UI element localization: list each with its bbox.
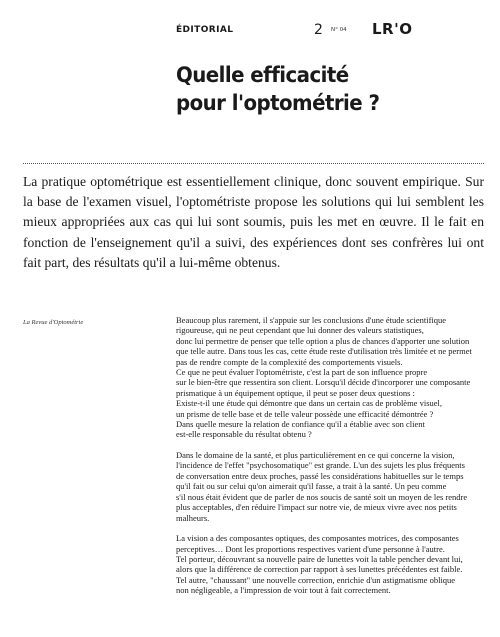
section-label: ÉDITORIAL <box>176 25 234 35</box>
dotted-divider <box>23 163 484 164</box>
body-line: Beaucoup plus rarement, il s'appuie sur les conclusions d'une étude scientifique <box>176 315 447 325</box>
lead-paragraph: La pratique optométrique est essentiellement clinique, donc souvent empirique. Sur la base de l'examen visuel, l'optométriste propose les solutions qui lui semblent les mieux appropriées aux cas qui lui sont soumis, puis les met en œuvre. Il le fait en fonction de l'enseignement qu'il a suivi, des expériences dont ses confrères lui ont fait part, des résultats qu'il a lui-même obtenus. <box>23 174 484 270</box>
body-line: Ce que ne peut évaluer l'optométriste, c'est la part de son influence propre <box>176 367 428 378</box>
title-line-1: Quelle efficacité <box>176 63 349 88</box>
body-line: qu'il fait ou sur celui qu'on aimerait qu'il fasse, a trait à la santé. Un peu comme <box>176 481 447 492</box>
body-line: s'il nous était évident que de parler de nos soucis de santé soit un moyen de les rendre <box>176 491 468 502</box>
source-credit: La Revue d'Optométrie <box>23 319 84 326</box>
body-line: donc lui permettre de penser que telle option a plus de chances d'apporter une solution <box>176 335 470 346</box>
body-line: un prisme de telle base et de telle valeur possède une efficacité démontrée ? <box>176 408 434 419</box>
body-paragraph <box>176 450 488 523</box>
title-line-2: pour l'optométrie ? <box>176 91 380 116</box>
body-line: rigoureuse, qui ne peut cependant que lui donner des valeurs statistiques, <box>176 325 424 336</box>
body-line: malheurs. <box>176 512 210 523</box>
body-paragraph <box>176 315 488 440</box>
issue-number: N° 04 <box>331 27 347 33</box>
page-number: 2 <box>314 22 323 38</box>
body-line: sur le bien-être que ressentira son client. Lorsqu'il décide d'incorporer une composante <box>176 377 471 388</box>
body-line: Dans le domaine de la santé, et plus particulièrement en ce qui concerne la vision, <box>176 450 455 461</box>
body-line: est-elle responsable du résultat obtenu ? <box>176 429 312 440</box>
body-line: Existe-t-il une étude qui démontre que dans un certain cas de problème visuel, <box>176 398 443 409</box>
body-line: que telle autre. Dans tous les cas, cette étude reste d'utilisation très limitée et ne permet <box>176 346 472 357</box>
body-line: La vision a des composantes optiques, des composantes motrices, des composantes <box>176 533 459 544</box>
body-text <box>176 315 488 606</box>
magazine-logo: LR'O <box>372 20 413 38</box>
body-line: non négligeable, a l'impression de voir tout à fait correctement. <box>176 585 391 596</box>
body-paragraph <box>176 533 488 595</box>
body-line: Tel autre, "chaussant" une nouvelle correction, enrichie d'un astigmatisme oblique <box>176 574 456 585</box>
editorial-title <box>176 62 461 118</box>
body-line: Dans quelle mesure la relation de confiance qu'il a établie avec son client <box>176 419 425 430</box>
body-line: perceptives… Dont les proportions respectives varient d'une personne à l'autre. <box>176 543 445 554</box>
body-line: alors que la différence de correction par rapport à ses lunettes précédentes est faible. <box>176 564 463 575</box>
body-line: de conversation entre deux proches, passé les considérations habituelles sur le temps <box>176 470 464 481</box>
body-line: l'incidence de l'effet "psychosomatique" est grande. L'un des sujets les plus fréquents <box>176 460 465 471</box>
body-line: prismatique à un équipement optique, il peut se poser deux questions : <box>176 387 415 398</box>
body-line: plus acceptables, d'en réduire l'impact sur notre vie, de mieux vivre avec nos petits <box>176 502 457 513</box>
body-line: Tel porteur, découvrant sa nouvelle paire de lunettes voit la table pencher devant lui, <box>176 553 463 564</box>
body-line: pas de rendre compte de la complexité des comportements visuels. <box>176 356 403 367</box>
